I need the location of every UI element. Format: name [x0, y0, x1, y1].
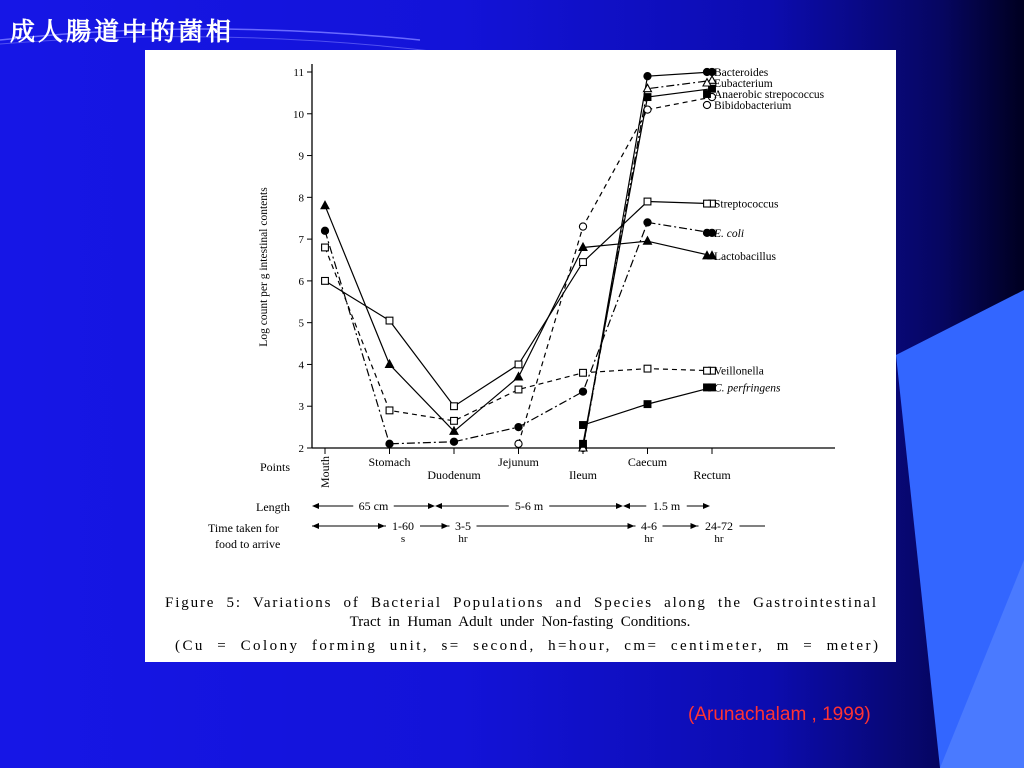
time-arrowhead: [378, 523, 385, 529]
data-point-eubacterium: [644, 84, 652, 91]
data-point-streptococcus: [322, 277, 329, 284]
y-tick-label: 11: [293, 67, 304, 79]
data-point-streptococcus: [515, 361, 522, 368]
x-tick-label-stomach: Stomach: [368, 455, 411, 469]
caption-line-3: (Cu = Colony forming unit, s= second, h=hour, cm= centimeter, m = meter): [175, 638, 878, 654]
y-tick-label: 5: [298, 317, 304, 330]
y-tick-label: 6: [298, 275, 304, 288]
data-point-e-coli: [321, 227, 328, 234]
series-line-veillonella: [325, 247, 712, 420]
caption-line-1: Figure 5: Variations of Bacterial Populations and Species along the Gastrointestinal: [165, 595, 877, 611]
series-line-anaerobic-strepococcus: [583, 89, 712, 444]
data-point-e-coli: [644, 219, 651, 226]
data-point-veillonella: [515, 386, 522, 393]
data-point-bibidobacterium: [515, 440, 522, 447]
legend-marker-c-perfringens: [704, 384, 711, 391]
time-unit: hr: [458, 533, 468, 545]
length-arrowhead-right: [428, 503, 435, 509]
time-unit: hr: [644, 533, 654, 545]
data-point-streptococcus: [451, 403, 458, 410]
data-point-streptococcus: [580, 259, 587, 266]
series-line-bacteroides: [583, 72, 712, 448]
time-unit: s: [400, 533, 406, 545]
x-tick-label-caecum: Caecum: [627, 455, 668, 469]
y-tick-label: 3: [298, 401, 304, 414]
data-point-lactobacillus: [321, 201, 329, 208]
data-point-lactobacillus: [644, 237, 652, 244]
y-tick-label: 8: [298, 192, 304, 205]
length-arrowhead-left: [435, 503, 442, 509]
x-tick-label-mouth: Mouth: [318, 456, 332, 489]
y-tick-label: 9: [298, 150, 304, 163]
length-segment-label: 65 cm: [358, 499, 389, 513]
length-time-rows: [312, 498, 765, 545]
chart-axes: [293, 64, 835, 488]
data-point-streptococcus: [386, 317, 393, 324]
data-point-anaerobic-strepococcus: [580, 440, 587, 447]
time-arrowhead: [691, 523, 698, 529]
length-segment-label: 5-6 m: [514, 499, 544, 513]
x-tick-label-ileum: Ileum: [569, 468, 597, 482]
data-point-e-coli: [450, 438, 457, 445]
chart-ylabel: Log count per g intestinal contents: [258, 187, 270, 347]
slide-title: 成人腸道中的菌相: [10, 17, 235, 46]
legend-label-anaerobic-strepococcus: Anaerobic strepococcus: [714, 89, 825, 101]
data-point-e-coli: [386, 440, 393, 447]
data-point-veillonella: [580, 369, 587, 376]
time-value: 3-5: [455, 519, 471, 533]
chart-legend: [703, 67, 825, 394]
time-value: 24-72: [705, 519, 733, 533]
time-row-label-1: Time taken for: [208, 521, 279, 535]
data-point-e-coli: [579, 388, 586, 395]
legend-label-streptococcus: Streptococcus: [714, 198, 779, 211]
citation: (Arunachalam , 1999): [688, 704, 871, 725]
legend-marker-anaerobic-strepococcus: [704, 91, 711, 98]
time-value: 4-6: [641, 519, 657, 533]
length-arrowhead-right: [616, 503, 623, 509]
legend-marker-bibidobacterium: [703, 101, 710, 108]
data-point-anaerobic-strepococcus: [644, 94, 651, 101]
data-point-streptococcus: [644, 198, 651, 205]
legend-marker-streptococcus: [704, 200, 711, 207]
length-arrowhead-left: [623, 503, 630, 509]
time-arrowhead: [442, 523, 449, 529]
x-tick-label-rectum: Rectum: [693, 468, 731, 482]
data-point-c-perfringens: [644, 401, 651, 408]
legend-label-eubacterium: Eubacterium: [714, 78, 773, 90]
length-arrowhead-right: [703, 503, 710, 509]
y-tick-label: 10: [293, 108, 304, 121]
data-point-lactobacillus: [386, 360, 394, 367]
legend-label-bibidobacterium: Bibidobacterium: [714, 100, 792, 112]
time-arrowhead: [628, 523, 635, 529]
length-arrowhead-left: [312, 503, 319, 509]
caption-line-2: Tract in Human Adult under Non-fasting Conditions.: [349, 614, 691, 630]
data-point-bibidobacterium: [644, 106, 651, 113]
figure-panel: [145, 50, 896, 662]
legend-label-veillonella: Veillonella: [714, 365, 764, 378]
data-point-c-perfringens: [580, 422, 587, 429]
time-row-label-2: food to arrive: [215, 537, 281, 551]
data-point-veillonella: [386, 407, 393, 414]
data-point-lactobacillus: [515, 373, 523, 380]
series-line-lactobacillus: [325, 206, 712, 432]
legend-marker-bacteroides: [703, 68, 710, 75]
x-tick-label-jejunum: Jejunum: [498, 455, 539, 469]
y-tick-label: 7: [298, 234, 304, 247]
time-arrowhead-start: [312, 523, 319, 529]
series-markers: [321, 68, 716, 451]
y-tick-label: 4: [298, 359, 304, 372]
legend-marker-e-coli: [703, 229, 710, 236]
length-segment-label: 1.5 m: [652, 499, 681, 513]
y-tick-label: 2: [298, 443, 304, 455]
legend-marker-veillonella: [704, 367, 711, 374]
data-point-e-coli: [515, 424, 522, 431]
points-row-label: Points: [260, 460, 291, 474]
series-line-e-coli: [325, 222, 712, 443]
data-point-bibidobacterium: [579, 223, 586, 230]
legend-label-lactobacillus: Lactobacillus: [714, 250, 776, 263]
data-point-veillonella: [451, 417, 458, 424]
length-row-label: Length: [256, 500, 290, 514]
data-point-veillonella: [322, 244, 329, 251]
legend-label-bacteroides: Bacteroides: [714, 67, 769, 79]
data-point-bacteroides: [644, 73, 651, 80]
data-point-veillonella: [644, 365, 651, 372]
x-tick-label-duodenum: Duodenum: [427, 468, 481, 482]
legend-label-c-perfringens: C. perfringens: [714, 382, 781, 395]
time-unit: hr: [714, 533, 724, 545]
legend-label-e-coli: E. coli: [714, 227, 745, 240]
bacteria-chart: [145, 50, 896, 662]
time-value: 1-60: [392, 519, 414, 533]
